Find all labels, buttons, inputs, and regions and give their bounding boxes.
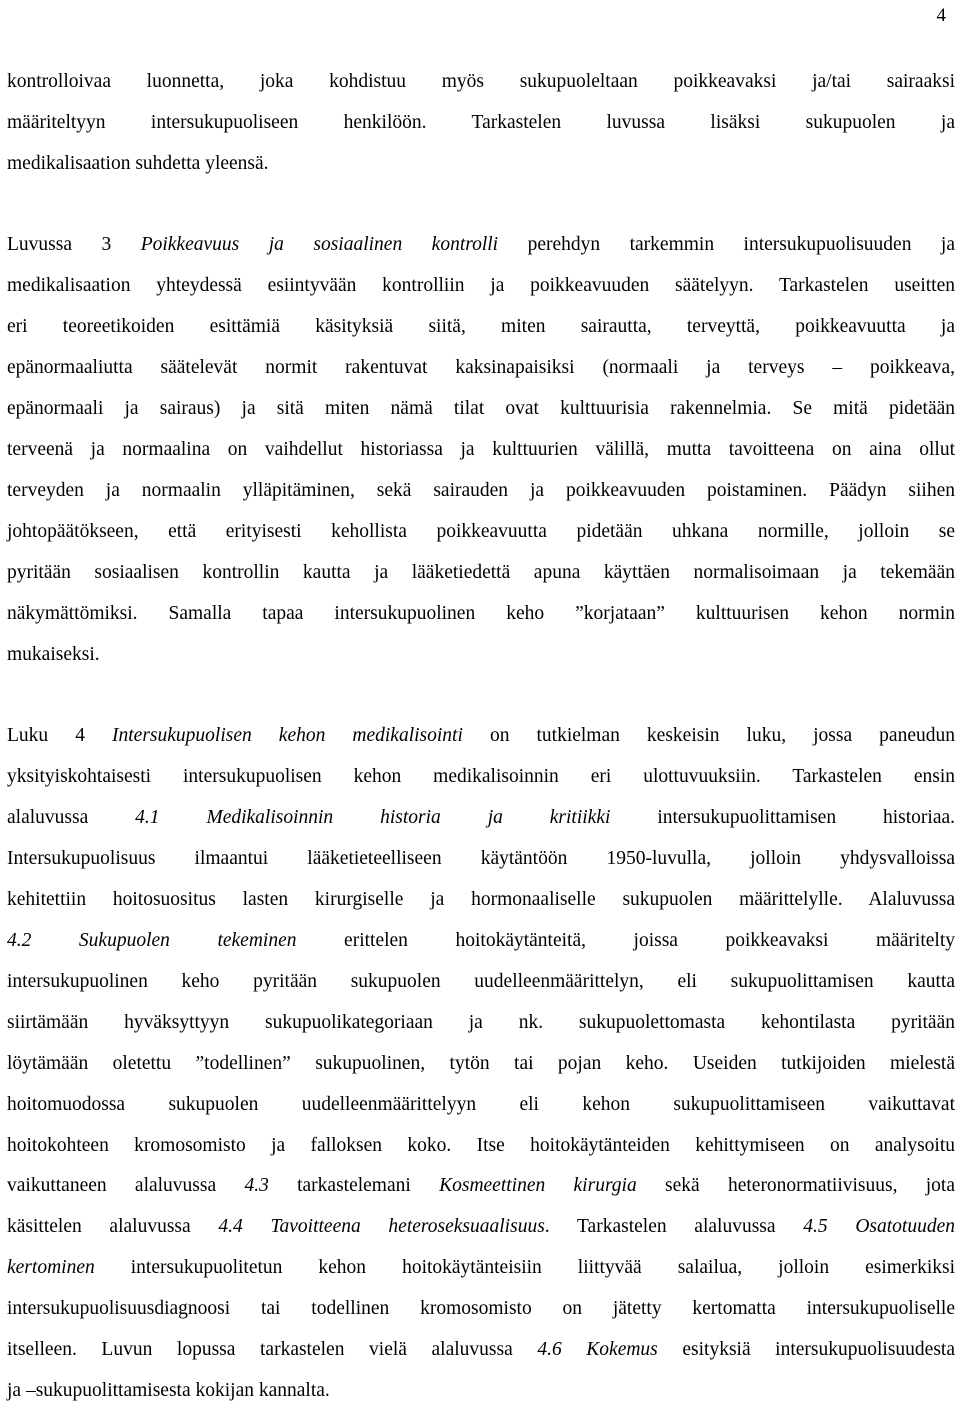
- text-line: [7, 1126, 955, 1166]
- text-run: sekä heteronormatiivisuus, jota: [636, 1175, 956, 1197]
- text-run: tarkastelemani: [268, 1175, 440, 1197]
- text-line: [7, 266, 955, 306]
- text-line: [7, 1003, 955, 1043]
- text-run: epänormaaliutta säätelevät normit rakentuvat kaksinapaisiksi (normaali ja terveys – poikkeava,: [7, 356, 955, 378]
- text-line: [7, 512, 955, 552]
- text-run: alaluvussa: [7, 806, 136, 828]
- text-run: kontrolloivaa luonnetta, joka kohdistuu myös sukupuoleltaan poikkeavaksi ja/tai sairaaksi: [7, 71, 955, 92]
- text-run: Intersukupuolisuus ilmaantui lääketieteelliseen käytäntöön 1950-luvulla, jolloin yhdysvalloissa: [7, 847, 955, 869]
- italic-text: 4.4 Tavoitteena heteroseksuaalisuus: [218, 1216, 545, 1238]
- text-run: siirtämään hyväksyttyyn sukupuolikategoriaan ja nk. sukupuolettomasta kehontilasta pyritään: [7, 1011, 955, 1033]
- text-line: [7, 430, 955, 470]
- text-line: [7, 635, 955, 675]
- text-line: [7, 798, 955, 838]
- text-line: [7, 307, 955, 347]
- text-run: on tutkielman keskeisin luku, jossa paneudun: [462, 725, 955, 746]
- text-line: [7, 839, 955, 879]
- text-run: intersukupuolisuusdiagnoosi tai todellinen kromosomisto on jätetty kertomatta intersukupuoliselle: [7, 1298, 955, 1320]
- text-line: [7, 716, 955, 756]
- text-line: [7, 880, 955, 920]
- text-line: [7, 1248, 955, 1288]
- text-run: yksityiskohtaisesti intersukupuolisen kehon medikalisoinnin eri ulottuvuuksiin. Tarkastelen ensin: [7, 765, 955, 787]
- text-run: näkymättömiksi. Samalla tapaa intersukupuolinen keho ”korjataan” kulttuurisen kehon normin: [7, 602, 955, 624]
- text-line: [7, 144, 955, 184]
- text-run: kehitettiin hoitosuositus lasten kirurgiselle ja hormonaaliselle sukupuolen määrittelylle. Alaluvussa: [7, 888, 955, 910]
- text-line: [7, 1207, 955, 1247]
- text-run: epänormaali ja sairaus) ja sitä miten nämä tilat ovat kulttuurisia rakennelmia. Se mitä pidetään: [7, 397, 955, 419]
- text-run: hoitokohteen kromosomisto ja falloksen koko. Itse hoitokäytänteiden kehittymiseen on analysoitu: [7, 1134, 955, 1156]
- text-line: [7, 348, 955, 388]
- text-run: intersukupuolitetun kehon hoitokäytänteisiin liittyvää salailua, jolloin esimerkiksi: [94, 1257, 955, 1279]
- text-run: mukaiseksi.: [7, 643, 100, 665]
- text-run: terveyden ja normaalin ylläpitäminen, sekä sairauden ja poikkeavuuden poistaminen. Päädyn siihen: [7, 479, 955, 501]
- text-run: ja –sukupuolittamisesta kokijan kannalta.: [7, 1380, 330, 1402]
- text-line: [7, 594, 955, 634]
- text-line: [7, 757, 955, 797]
- text-line: [7, 103, 955, 143]
- italic-text: 4.3: [244, 1175, 269, 1197]
- text-line: [7, 1371, 955, 1411]
- page-number: 4: [936, 5, 946, 26]
- text-run: itselleen. Luvun lopussa tarkastelen vielä alaluvussa: [7, 1339, 538, 1361]
- italic-text: 4.6 Kokemus: [537, 1339, 658, 1361]
- text-run: määriteltyyn intersukupuoliseen henkilöön. Tarkastelen luvussa lisäksi sukupuolen ja: [7, 111, 955, 133]
- text-line: [7, 62, 955, 102]
- italic-text: 4.1 Medikalisoinnin historia ja kritiikki: [135, 806, 611, 828]
- text-run: hoitomuodossa sukupuolen uudelleenmäärittelyyn eli kehon sukupuolittamiseen vaikuttavat: [7, 1093, 955, 1115]
- text-line: [7, 471, 955, 511]
- italic-text: kertominen: [7, 1257, 95, 1279]
- text-run: perehdyn tarkemmin intersukupuolisuuden ja: [498, 234, 956, 255]
- text-run: intersukupuolinen keho pyritään sukupuolen uudelleenmäärittelyn, eli sukupuolittamisen kautta: [7, 970, 955, 992]
- text-run: erittelen hoitokäytänteitä, joissa poikkeavaksi määritelty: [296, 929, 955, 951]
- text-run: Luvussa 3: [7, 234, 141, 255]
- text-line: [7, 225, 955, 265]
- italic-text: Poikkeavuus ja sosiaalinen kontrolli: [140, 234, 499, 255]
- italic-text: 4.2 Sukupuolen tekeminen: [7, 929, 297, 951]
- text-run: pyritään sosiaalisen kontrollin kautta ja lääketiedettä apuna käyttäen normalisoimaan ja tekemään: [7, 561, 955, 583]
- text-run: käsittelen alaluvussa: [7, 1216, 219, 1238]
- text-run: eri teoreetikoiden esittämiä käsityksiä siitä, miten sairautta, terveyttä, poikkeavuutta ja: [7, 315, 955, 337]
- text-run: esityksiä intersukupuolisuudesta: [657, 1339, 955, 1361]
- text-run: löytämään oletettu ”todellinen” sukupuolinen, tytön tai pojan keho. Useiden tutkijoiden mielestä: [7, 1052, 955, 1074]
- text-run: Luku 4: [7, 725, 113, 746]
- text-line: [7, 553, 955, 593]
- italic-text: Kosmeettinen kirurgia: [439, 1175, 637, 1197]
- text-run: johtopäätökseen, että erityisesti kehollista poikkeavuutta pidetään uhkana normille, jolloin se: [7, 520, 955, 542]
- text-line: [7, 1166, 955, 1206]
- text-line: [7, 921, 955, 961]
- text-run: medikalisaation suhdetta yleensä.: [7, 152, 269, 174]
- text-run: vaikuttaneen alaluvussa: [7, 1175, 245, 1197]
- text-line: [7, 1044, 955, 1084]
- text-run: terveenä ja normaalina on vaihdellut historiassa ja kulttuurien välillä, mutta tavoitteena on aina ollut: [7, 438, 955, 460]
- text-line: [7, 1085, 955, 1125]
- text-line: [7, 1330, 955, 1370]
- text-run: medikalisaation yhteydessä esiintyvään kontrolliin ja poikkeavuuden säätelyyn. Tarkastelen useitten: [7, 274, 955, 296]
- text-line: [7, 1289, 955, 1329]
- text-line: [7, 389, 955, 429]
- text-line: [7, 962, 955, 1002]
- italic-text: 4.5 Osatotuuden: [803, 1216, 955, 1238]
- text-run: intersukupuolittamisen historiaa.: [610, 806, 956, 828]
- text-run: . Tarkastelen alaluvussa: [544, 1216, 804, 1238]
- italic-text: Intersukupuolisen kehon medikalisointi: [112, 725, 463, 746]
